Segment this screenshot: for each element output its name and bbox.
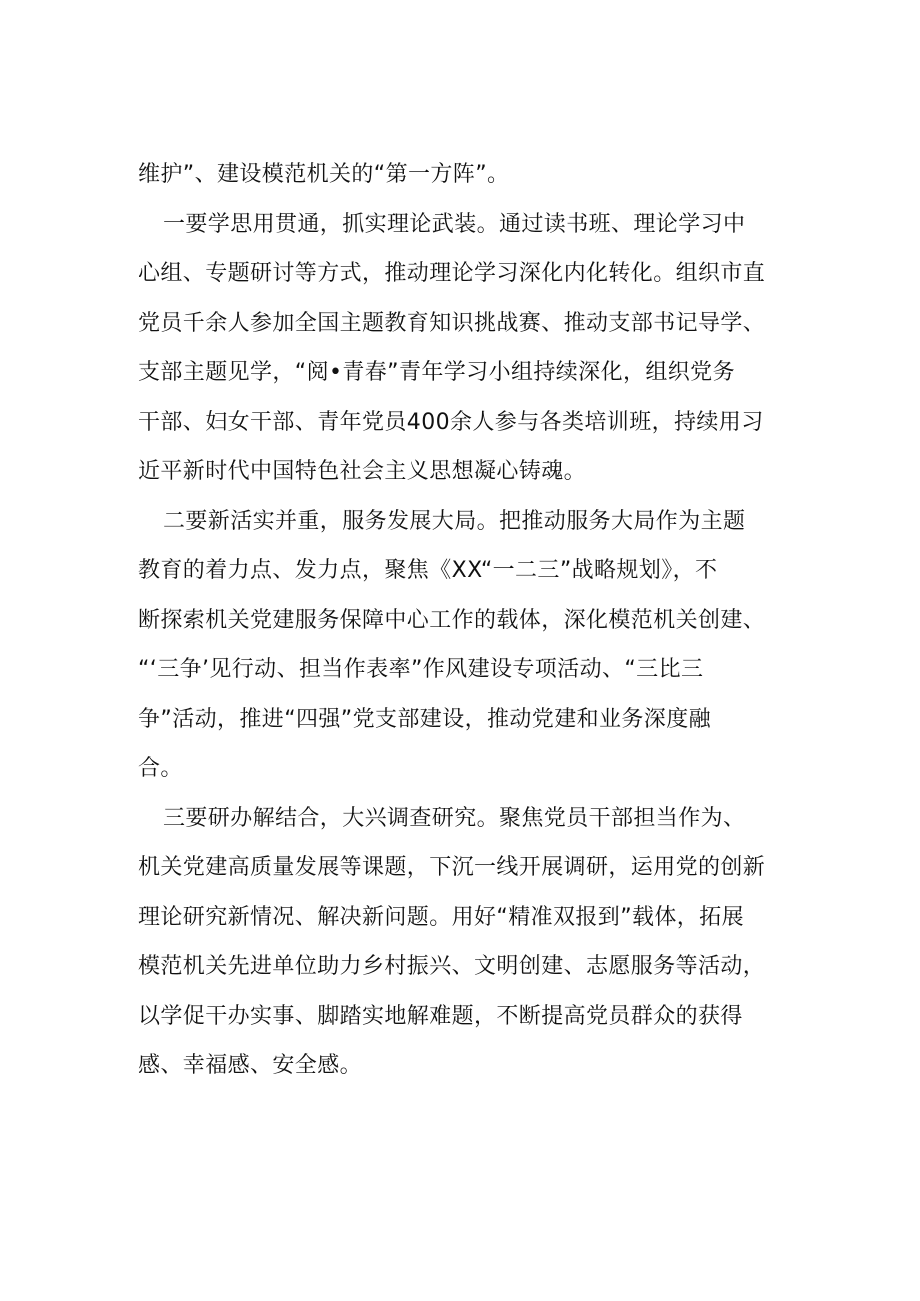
text-line: 断探索机关党建服务保障中心工作的载体，深化模范机关创建、 xyxy=(138,607,766,633)
paragraph-one xyxy=(138,200,788,497)
text-line: 合。 xyxy=(138,756,183,781)
text-line: 干部、妇女干部、青年党员400余人参与各类培训班，持续用习 xyxy=(138,409,764,435)
paragraph-three xyxy=(138,794,788,1091)
text-line: 近平新时代中国特色社会主义思想凝心铸魂。 xyxy=(138,459,587,484)
text-line: 三要研办解结合，大兴调查研究。聚焦党员干部担当作为、 xyxy=(163,805,746,831)
text-line: 教育的着力点、发力点，聚焦《XX“一二三”战略规划》，不 xyxy=(138,558,718,583)
text-line: 一要学思用贯通，抓实理论武装。通过读书班、理论学习中 xyxy=(163,211,746,237)
text-line: 二要新活实并重，服务发展大局。把推动服务大局作为主题 xyxy=(163,508,746,534)
paragraph-two xyxy=(138,497,788,794)
text-line: 感、幸福感、安全感。 xyxy=(138,1053,363,1078)
text-line: 心组、专题研讨等方式，推动理论学习深化内化转化。组织市直 xyxy=(138,261,766,286)
text-line: “‘三争’见行动、担当作表率”作风建设专项活动、“三比三 xyxy=(138,657,704,682)
text-line: 机关党建高质量发展等课题，下沉一线开展调研，运用党的创新 xyxy=(138,855,766,880)
document-body xyxy=(138,150,788,1091)
paragraph-continuation xyxy=(138,150,788,200)
text-line: 理论研究新情况、解决新问题。用好“精准双报到”载体，拓展 xyxy=(138,904,744,930)
text-line: 争”活动，推进“四强”党支部建设，推动党建和业务深度融 xyxy=(138,706,711,732)
text-line: 以学促干办实事、脚踏实地解难题，不断提高党员群众的获得 xyxy=(138,1003,743,1029)
text-line: 模范机关先进单位助力乡村振兴、文明创建、志愿服务等活动， xyxy=(138,954,766,979)
text-line: 维护”、建设模范机关的“第一方阵”。 xyxy=(138,162,510,187)
text-line: 支部主题见学，“阅•青春”青年学习小组持续深化，组织党务 xyxy=(138,360,735,385)
text-line: 党员千余人参加全国主题教育知识挑战赛、推动支部书记导学、 xyxy=(138,310,766,336)
